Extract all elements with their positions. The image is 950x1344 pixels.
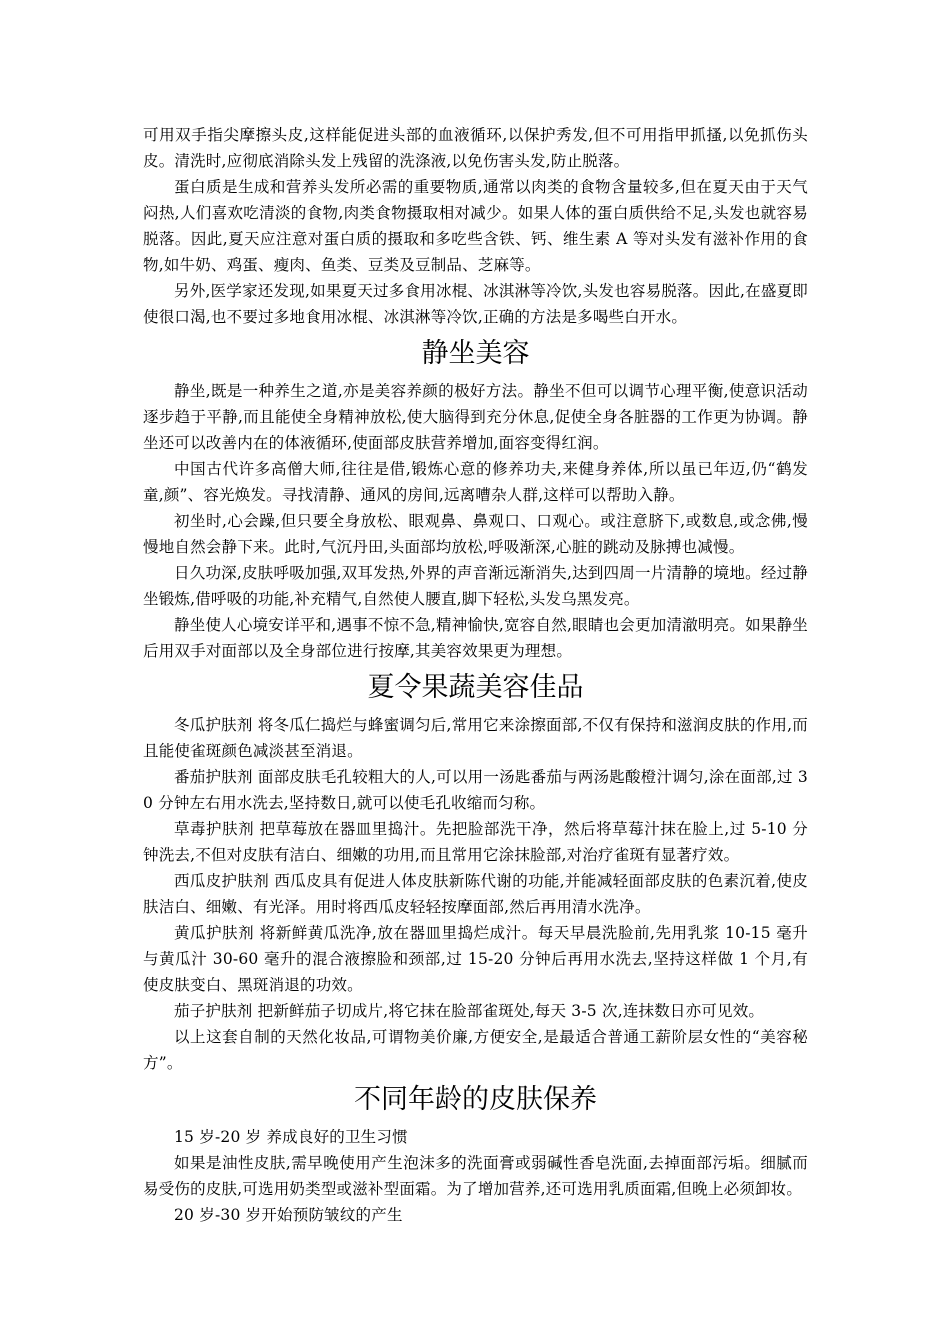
paragraph: 黄瓜护肤剂 将新鲜黄瓜洗净,放在器皿里捣烂成汁。每天早晨洗脸前,先用乳浆 10-15 毫升与黄瓜汁 30-60 毫升的混合液擦脸和颈部,过 15-20 分钟后再用水洗去,坚持这样做 1 个月,有使皮肤变白、黑斑消退的功效。 [143, 924, 808, 994]
paragraph: 西瓜皮护肤剂 西瓜皮具有促进人体皮肤新陈代谢的功能,并能减轻面部皮肤的色素沉着,使皮肤洁白、细嫩、有光泽。用时将西瓜皮轻轻按摩面部,然后再用清水洗净。 [143, 872, 808, 916]
paragraph: 静坐,既是一种养生之道,亦是美容养颜的极好方法。静坐不但可以调节心理平衡,使意识活动逐步趋于平静,而且能使全身精神放松,使大脑得到充分休息,促使全身各脏器的工作更为协调。静坐还可以改善内在的体液循环,使面部皮肤营养增加,面容变得红润。 [143, 382, 808, 452]
paragraph: 日久功深,皮肤呼吸加强,双耳发热,外界的声音渐远渐消失,达到四周一片清静的境地。经过静坐锻炼,借呼吸的功能,补充精气,自然使人腰直,脚下轻松,头发乌黑发亮。 [143, 564, 808, 608]
paragraph: 以上这套自制的天然化妆品,可谓物美价廉,方便安全,是最适合普通工薪阶层女性的“美容秘方”。 [143, 1028, 808, 1072]
section-heading: 夏令果蔬美容佳品 [367, 672, 584, 703]
paragraph: 如果是油性皮肤,需早晚使用产生泡沫多的洗面膏或弱碱性香皂洗面,去掉面部污垢。细腻而易受伤的皮肤,可选用奶类型或滋补型面霜。为了增加营养,还可选用乳质面霜,但晚上必须卸妆。 [143, 1154, 808, 1198]
paragraph: 草毒护肤剂 把草莓放在器皿里捣汁。先把脸部洗干净，然后将草莓汁抹在脸上,过 5-10 分钟洗去,不但对皮肤有洁白、细嫩的功用,而且常用它涂抹脸部,对治疗雀斑有显著疗效。 [143, 820, 808, 864]
paragraph: 中国古代许多高僧大师,往往是借,锻炼心意的修养功夫,来健身养体,所以虽已年迈,仍“鹤发童,颜”、容光焕发。寻找清静、通风的房间,远离嘈杂人群,这样可以帮助入静。 [143, 460, 808, 504]
section-heading: 不同年龄的皮肤保养 [354, 1084, 597, 1115]
paragraph: 番茄护肤剂 面部皮肤毛孔较粗大的人,可以用一汤匙番茄与两汤匙酸橙汁调匀,涂在面部,过 30 分钟左右用水洗去,坚持数日,就可以使毛孔收缩而匀称。 [143, 768, 808, 812]
paragraph: 静坐使人心境安详平和,遇事不惊不急,精神愉快,宽容自然,眼睛也会更加清澈明亮。如果静坐后用双手对面部以及全身部位进行按摩,其美容效果更为理想。 [143, 616, 808, 660]
paragraph: 蛋白质是生成和营养头发所必需的重要物质,通常以肉类的食物含量较多,但在夏天由于天气闷热,人们喜欢吃清淡的食物,肉类食物摄取相对减少。如果人体的蛋白质供给不足,头发也就容易脱落。因此,夏天应注意对蛋白质的摄取和多吃些含铁、钙、维生素 A 等对头发有滋补作用的食物,如牛奶、鸡蛋、瘦肉、鱼类、豆类及豆制品、芝麻等。 [143, 178, 808, 274]
paragraph: 另外,医学家还发现,如果夏天过多食用冰棍、冰淇淋等冷饮,头发也容易脱落。因此,在盛夏即使很口渴,也不要过多地食用冰棍、冰淇淋等冷饮,正确的方法是多喝些白开水。 [143, 282, 808, 326]
paragraph: 初坐时,心会躁,但只要全身放松、眼观鼻、鼻观口、口观心。或注意脐下,或数息,或念佛,慢慢地自然会静下来。此时,气沉丹田,头面部均放松,呼吸渐深,心脏的跳动及脉搏也减慢。 [143, 512, 808, 556]
subheading: 20 岁-30 岁开始预防皱纹的产生 [174, 1206, 403, 1224]
paragraph: 冬瓜护肤剂 将冬瓜仁捣烂与蜂蜜调匀后,常用它来涂擦面部,不仅有保持和滋润皮肤的作用,而且能使雀斑颜色减淡甚至消退。 [143, 716, 808, 760]
subheading: 15 岁-20 岁 养成良好的卫生习惯 [174, 1128, 408, 1146]
paragraph: 茄子护肤剂 把新鲜茄子切成片,将它抹在脸部雀斑处,每天 3-5 次,连抹数日亦可见效。 [174, 1002, 765, 1020]
section-heading: 静坐美容 [421, 338, 530, 369]
document-body [143, 122, 808, 1228]
paragraph: 可用双手指尖摩擦头皮,这样能促进头部的血液循环,以保护秀发,但不可用指甲抓搔,以免抓伤头皮。清洗时,应彻底消除头发上残留的洗涤液,以免伤害头发,防止脱落。 [143, 126, 808, 170]
